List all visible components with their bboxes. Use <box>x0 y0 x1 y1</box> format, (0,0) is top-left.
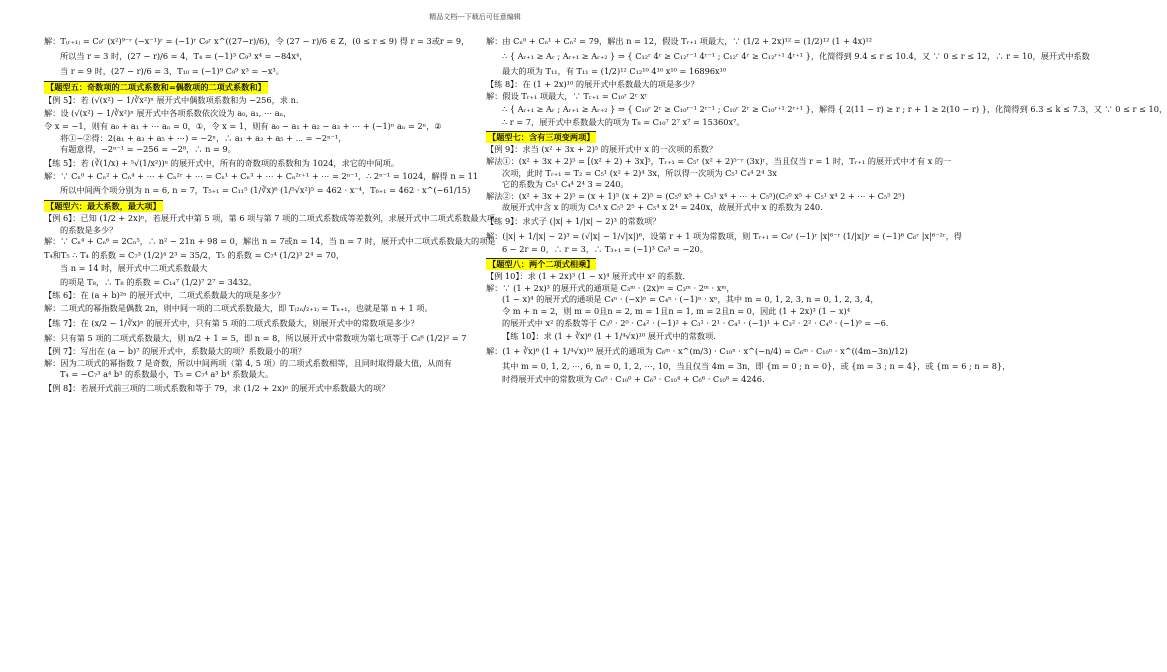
text-line: (1 − x)⁴ 的展开式的通项是 C₄ⁿ · (−x)ⁿ = C₄ⁿ · (−1)ⁿ · xⁿ，其中 m = 0, 1, 2, 3, n = 0, 1, 2, 3, 4， <box>502 294 879 305</box>
text-line: 【练 6】：在 (a + b)²ⁿ 的展开式中，二项式系数最大的项是多少？ <box>44 289 285 300</box>
text-line: 解：假设 Tᵣ₊₁ 项最大，∵ Tᵣ₊₁ = C₁₀ʳ 2ʳ xʳ <box>486 90 648 101</box>
text-line: 解：(|x| + 1/|x| − 2)³ = (√|x| − 1/√|x|)⁶，设第 r + 1 项为常数项，则 Tᵣ₊₁ = C₆ʳ (−1)ʳ |x|⁶⁻ʳ (1/|x|)ʳ = (−1)⁶ C₆ʳ |x|⁶⁻²ʳ，得 <box>486 230 962 241</box>
text-line: 令 m + n = 2，则 m = 0且n = 2, m = 1且n = 1, m = 2且n = 0，因此 (1 + 2x)³ (1 − x)⁴ <box>502 305 850 316</box>
section-heading: 【题型七：含有三项变两项】 <box>488 131 595 142</box>
left-column <box>44 34 496 396</box>
text-line: 的项是 T₈，∴ T₈ 的系数 = C₁₄⁷ (1/2)⁷ 2⁷ = 3432。 <box>60 276 257 287</box>
section-heading-row <box>44 198 474 214</box>
text-line: 当 n = 14 时，展开式中二项式系数最大 <box>60 262 208 273</box>
text-line: 解：∵ Cₙ⁴ + Cₙ⁶ = 2Cₙ⁵，∴ n² − 21n + 98 = 0，解出 n = 7或n = 14，当 n = 7 时，展开式中二项式系数最大的项是 <box>44 236 496 247</box>
page-header: 精品文档---下载后可任意编辑 <box>429 13 521 21</box>
text-line: ∴ { Aᵣ₊₁ ≥ Aᵣ ; Aᵣ₊₁ ≥ Aᵣ₊₂ } ⇒ { C₁₀ʳ 2ʳ ≥ C₁₀ʳ⁻¹ 2ʳ⁻¹ ; C₁₀ʳ 2ʳ ≥ C₁₀ʳ⁺¹ 2ʳ⁺¹ }，解得 { 2(11 − r) ≥ r ; r + 1 ≥ 2(10 − r) }，化简得到 6.3 ≤ k ≤ 7.3，又 ∵ 0 ≤ r ≤ 10， <box>502 104 1167 115</box>
text-line: 次项，此时 Tᵣ₊₁ = T₂ = C₅¹ (x² + 2)⁴ 3x，所以得一次项为 C₅¹ C₄⁴ 2⁴ 3x <box>502 167 777 178</box>
text-line: 【例 10】：求 (1 + 2x)³ (1 − x)⁴ 展开式中 x² 的系数. <box>486 271 686 282</box>
text-line: ∴ r = 7，展开式中系数最大的项为 T₈ = C₁₀⁷ 2⁷ x⁷ = 15360x⁷。 <box>502 117 745 128</box>
text-line: 解：∵ (1 + 2x)³ 的展开式的通项是 C₃ᵐ · (2x)ᵐ = C₃ᵐ · 2ᵐ · xᵐ， <box>486 282 735 293</box>
text-line: 的展开式中 x² 的系数等于 C₃⁰ · 2⁰ · C₄² · (−1)² + C₃¹ · 2¹ · C₄¹ · (−1)¹ + C₃² · 2² · C₄⁰ · (−1)⁰ = −6. <box>502 317 889 328</box>
text-line: 解：设 (√(x²) − 1/∛x²)ⁿ 展开式中各项系数依次设为 a₀, a₁, ⋯ aₙ， <box>44 108 292 119</box>
text-line: 最大的项为 T₁₁，有 T₁₁ = (1/2)¹² C₁₂¹⁰ 4¹⁰ x¹⁰ = 16896x¹⁰ <box>502 66 727 76</box>
text-line: 将①−②得：2(a₁ + a₃ + a₅ + ⋯) = −2ⁿ，∴ a₁ + a₃ + a₅ + ⋯ = −2ⁿ⁻¹， <box>60 132 347 143</box>
text-line: 它的系数为 C₅¹ C₄⁴ 2⁴ 3 = 240。 <box>502 179 629 190</box>
right-column <box>486 34 1167 386</box>
text-line: ∴ { Aᵣ₊₁ ≥ Aᵣ ; Aᵣ₊₁ ≥ Aᵣ₊₂ } ⇒ { C₁₂ʳ 4ʳ ≥ C₁₂ʳ⁻¹ 4ʳ⁻¹ ; C₁₂ʳ 4ʳ ≥ C₁₂ʳ⁺¹ 4ʳ⁺¹ }，化简得到 9.4 ≤ r ≤ 10.4，又 ∵ 0 ≤ r ≤ 12，∴ r = 10，展开式中系数 <box>502 51 1090 61</box>
text-line: 解：∵ Cₙ⁰ + Cₙ² + Cₙ⁴ + ⋯ + Cₙ²ʳ + ⋯ = Cₙ¹ + Cₙ³ + ⋯ + Cₙ²ʳ⁺¹ + ⋯ = 2ⁿ⁻¹，∴ 2ⁿ⁻¹ = 1024，解得 n = 11 <box>44 170 479 181</box>
section-heading: 【题型五：奇数项的二项式系数和=偶数项的二项式系数和】 <box>46 82 266 92</box>
text-line: 【练 7】：在 (x/2 − 1/∛x)ⁿ 的展开式中，只有第 5 项的二项式系数最大，则展开式中的常数项是多少？ <box>44 318 419 329</box>
text-line: 【例 8】：若展开式前三项的二项式系数和等于 79，求 (1/2 + 2x)ⁿ 的展开式中系数最大的项？ <box>44 382 390 393</box>
text-line: 【练 9】：求式子 (|x| + 1/|x| − 2)³ 的常数项？ <box>486 215 661 226</box>
text-line: 所以中间两个项分别为 n = 6, n = 7，T₅₊₁ = C₁₁⁵ (1/∛x)⁶ (1/⁵√x²)⁵ = 462 · x⁻⁴，T₆₊₁ = 462 · x^(−61/15) <box>60 184 471 195</box>
text-line: T₄ = −C₇³ a⁴ b³ 的系数最小，T₅ = C₇⁴ a³ b⁴ 系数最大。 <box>60 369 274 380</box>
text-line: 故展开式中含 x 的项为 C₅⁴ x C₅⁵ 2⁵ + C₅⁴ x 2⁴ = 240x，故展开式中 x 的系数为 240. <box>502 202 823 213</box>
text-line: T₄和T₅ ∴ T₄ 的系数 = C₇³ (1/2)⁴ 2³ = 35/2，T₅ 的系数 = C₇⁴ (1/2)³ 2⁴ = 70， <box>44 249 345 260</box>
text-line: 解：(1 + ∛x)⁶ (1 + 1/⁴√x)¹⁰ 展开式的通项为 C₆ᵐ · x^(m/3) · C₁₀ⁿ · x^(−n/4) = C₆ᵐ · C₁₀ⁿ · x^((4m−3n)/12) <box>486 346 908 357</box>
text-line: 的系数是多少？ <box>60 224 118 235</box>
section-heading: 【题型六：最大系数，最大项】 <box>46 200 161 211</box>
section-heading-row <box>44 79 474 95</box>
text-line: 解：只有第 5 项的二项式系数最大，则 n/2 + 1 = 5，即 n = 8，所以展开式中常数项为第七项等于 C₈⁶ (1/2)² = 7 <box>44 333 467 344</box>
text-line: 【练 10】：求 (1 + ∛x)⁶ (1 + 1/⁴√x)¹⁰ 展开式中的常数项. <box>502 331 716 342</box>
text-line: 【例 9】：求当 (x² + 3x + 2)⁵ 的展开式中 x 的一次项的系数？ <box>486 144 718 155</box>
text-line: 令 x = −1，则有 a₀ + a₁ + ⋯ aₙ = 0，①，令 x = 1，则有 a₀ − a₁ + a₂ − a₃ + ⋯ + (−1)ⁿ aₙ = 2ⁿ，② <box>44 121 442 132</box>
section-heading-row <box>486 129 922 145</box>
text-line: 6 − 2r = 0，∴ r = 3，∴ T₃₊₁ = (−1)³ C₆³ = −20。 <box>502 243 708 254</box>
text-line: 【练 8】：在 (1 + 2x)¹⁰ 的展开式中系数最大的项是多少？ <box>486 79 699 89</box>
text-line: 解法①：(x² + 3x + 2)⁵ = [(x² + 2) + 3x]⁵，Tᵣ₊₁ = C₅ʳ (x² + 2)⁵⁻ʳ (3x)ʳ，当且仅当 r = 1 时，Tᵣ₊₁ 的展开式中才有 x 的一 <box>486 155 952 166</box>
text-line: 【例 6】：已知 (1/2 + 2x)ⁿ，若展开式中第 5 项，第 6 项与第 7 项的二项式系数成等差数列，求展开式中二项式系数最大项 <box>44 213 495 224</box>
text-line: 解：二项式的幂指数是偶数 2n，则中间一项的二项式系数最大，即 T₍₂ₙ/₂₊₁₎ = Tₙ₊₁，也就是第 n + 1 项。 <box>44 303 433 314</box>
text-line: 解：因为二项式的幂指数 7 是奇数，所以中间两项（第 4, 5 项）的二项式系数相等，且同时取得最大值，从而有 <box>44 357 452 368</box>
text-line: 解：由 Cₙ⁰ + Cₙ¹ + Cₙ² = 79，解出 n = 12，假设 Tᵣ₊₁ 项最大，∵ (1/2 + 2x)¹² = (1/2)¹² (1 + 4x)¹² <box>486 36 873 46</box>
text-line: 【例 7】：写出在 (a − b)⁷ 的展开式中，系数最大的项？系数最小的项？ <box>44 346 306 357</box>
text-line: 【练 5】：若 (∛(1/x) + ⁵√(1/x²))ⁿ 的展开式中，所有的奇数项的系数和为 1024，求它的中间项。 <box>44 157 399 168</box>
text-line: 解：T₍ᵣ₊₁₎ = C₉ʳ (x²)⁹⁻ʳ (−x⁻¹)ʳ = (−1)ʳ C₉ʳ x^((27−r)/6)，令 (27 − r)/6 ∈ Z，(0 ≤ r ≤ 9) 得 r = 3或r = 9， <box>44 36 470 46</box>
text-line: 当 r = 9 时，(27 − r)/6 = 3，T₁₀ = (−1)⁹ C₉⁹ x³ = −x³。 <box>60 66 284 76</box>
text-line: 【例 5】：若 (√(x²) − 1/∛x²)ⁿ 展开式中偶数项系数和为 −256，求 n. <box>44 94 299 105</box>
section-heading: 【题型八：两个二项式相乘】 <box>488 258 595 269</box>
text-line: 其中 m = 0, 1, 2, ⋯, 6, n = 0, 1, 2, ⋯, 10，当且仅当 4m = 3n，即 {m = 0 ; n = 0}，或 {m = 3 ; n = 4}，或 {m = 6 ; n = 8}， <box>502 361 1011 372</box>
section-heading-row <box>486 256 922 272</box>
text-line: 有题意得，−2ⁿ⁻¹ = −256 = −2⁸，∴ n = 9。 <box>60 144 236 155</box>
text-line: 解法②：(x² + 3x + 2)⁵ = (x + 1)⁵ (x + 2)⁵ = (C₅⁰ x⁵ + C₅¹ x⁴ + ⋯ + C₅⁵)(C₅⁰ x⁵ + C₅¹ x⁴ 2 + ⋯ + C₅⁵ 2⁵) <box>486 190 905 201</box>
text-line: 所以当 r = 3 时，(27 − r)/6 = 4，T₄ = (−1)³ C₉³ x⁴ = −84x⁴， <box>60 51 308 61</box>
text-line: 时得展开式中的常数项为 C₆⁰ · C₁₀⁰ + C₆³ · C₁₀⁴ + C₆⁶ · C₁₀⁸ = 4246. <box>502 374 765 385</box>
